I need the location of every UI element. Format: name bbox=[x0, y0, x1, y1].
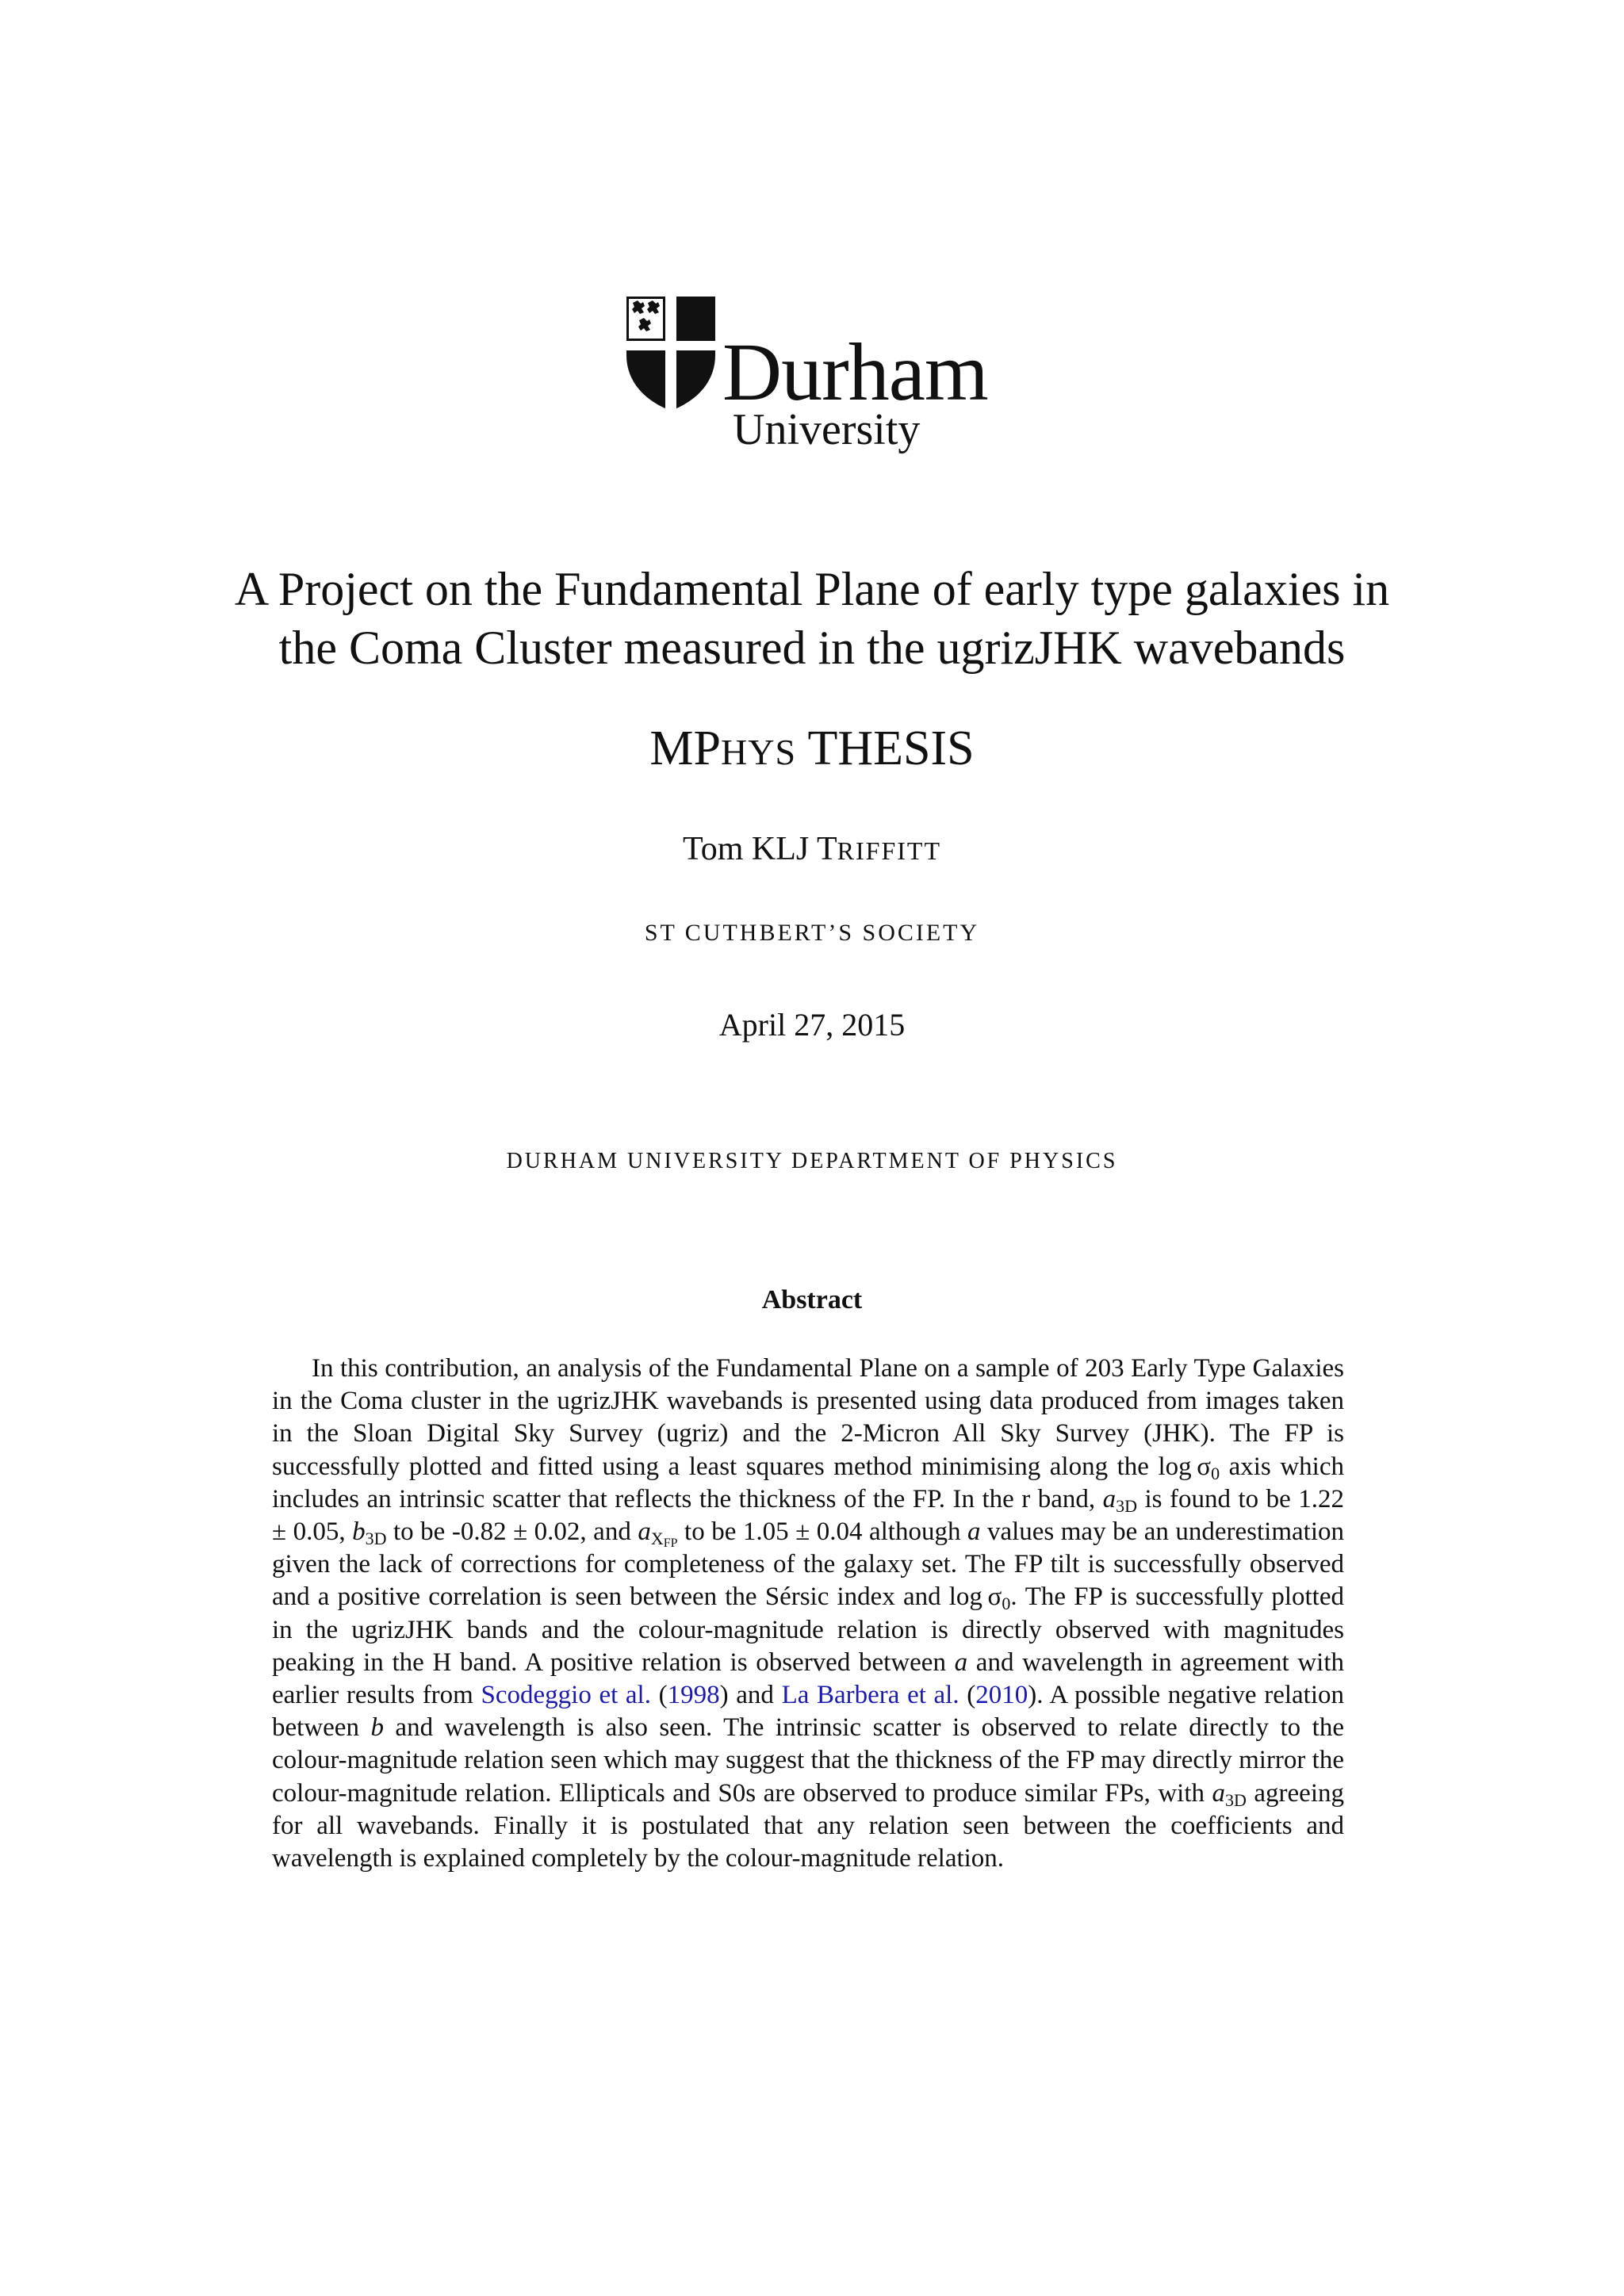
degree-suffix: THESIS bbox=[796, 721, 975, 775]
title-line-1: A Project on the Fundamental Plane of early type galaxies in bbox=[234, 563, 1390, 615]
logo-wordmark-durham: Durham bbox=[722, 327, 988, 418]
abstract-body: In this contribution, an analysis of the Fundamental Plane on a sample of 203 Early Type Galaxies in the Coma cluster in the ugrizJHK wavebands is presented using data produced from images taken in the Sloan Digital Sky Survey (ugriz) and the 2-Micron All Sky Survey (JHK). The FP is successfully plotted and fitted using a least squares method minimising along the $\log \sigma_0$ axis which includes an intrinsic scatter that reflects the thickness of the FP. In the r band, $a_{3D}$ is found to be 1.22 ± 0.05, $b_{3D}$ to be -0.82 ± 0.02, and $a_{X_{FP}}$ to be 1.05 ± 0.04 although a values may be an underestimation given the lack of corrections for completeness of the galaxy set. The FP tilt is successfully observed and a positive correlation is seen between the Sérsic index and $\log \sigma_0$. The FP is successfully plotted in the ugrizJHK bands and the colour-magnitude relation is directly observed with magnitudes peaking in the H band. A positive relation is observed between a and wavelength in agreement with earlier results from Scodeggio et al. (1998) and La Barbera et al. (2010). A possible negative relation between b and wavelength is also seen. The intrinsic scatter is observed to relate directly to the colour-magnitude relation seen which may suggest that the thickness of the FP may directly mirror the colour-magnitude relation. Ellipticals and S0s are observed to produce similar FPs, with $a_{3D}$ agreeing for all wavebands. Finally it is postulated that any relation seen between the coefficients and wavelength is explained completely by the colour-magnitude relation. bbox=[272, 1354, 1344, 1873]
thesis-title bbox=[159, 560, 1465, 677]
logo-wordmark-university: University bbox=[733, 405, 921, 454]
college-name: ST CUTHBERT’S SOCIETY bbox=[644, 920, 980, 946]
author-surname: RIFFITT bbox=[837, 836, 941, 865]
degree-smallcaps: HYS bbox=[721, 732, 797, 772]
department-name: DURHAM UNIVERSITY DEPARTMENT OF PHYSICS bbox=[506, 1149, 1118, 1173]
citation-link-labarbera[interactable]: La Barbera et al. bbox=[781, 1681, 959, 1710]
citation-link-scodeggio[interactable]: Scodeggio et al. bbox=[481, 1681, 651, 1710]
durham-shield-icon bbox=[623, 293, 718, 412]
degree-label bbox=[159, 720, 1465, 781]
author-name bbox=[159, 829, 1465, 871]
degree-prefix: MP bbox=[649, 721, 722, 775]
citation-year-labarbera[interactable]: 2010 bbox=[975, 1681, 1028, 1710]
durham-university-logo bbox=[623, 293, 996, 452]
title-line-2: the Coma Cluster measured in the ugrizJHK wavebands bbox=[278, 622, 1346, 674]
submission-date: April 27, 2015 bbox=[718, 1007, 906, 1043]
abstract-heading: Abstract bbox=[761, 1285, 863, 1314]
citation-year-scodeggio[interactable]: 1998 bbox=[667, 1681, 720, 1710]
author-given: Tom KLJ T bbox=[683, 831, 837, 867]
